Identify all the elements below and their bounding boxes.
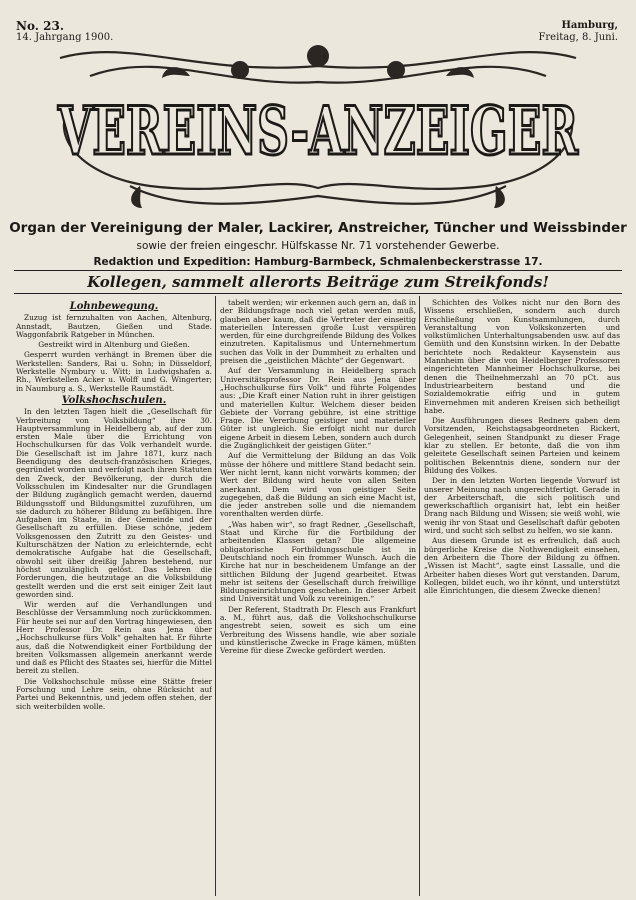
issue-city: Hamburg, (561, 20, 618, 31)
article-paragraph: Der in den letzten Worten liegende Vorwurf ist unserer Meinung nach ungerechtfertigt. Gerade in der Arbeiterschaft, die sich politisch und gewerkschaftlich organisirt hat, lebt ein heißer Drang nach Bildung und Wissen; sie weiß wohl, wie wenig ihr von Staat und Gesellschaft dafür geboten wird, und sucht sich selbst zu helfen, wo sie kann. (424, 476, 620, 536)
section-heading-lohnbewegung: Lohnbewegung. (69, 301, 159, 312)
issue-number: No. 23. (16, 19, 64, 33)
issue-year: 14. Jahrgang 1900. (16, 32, 114, 43)
headline: Kollegen, sammelt allerorts Beiträge zum Streikfonds! (87, 273, 549, 291)
column-2 (220, 299, 416, 895)
article-paragraph: Schichten des Volkes nicht nur den Born des Wissens erschließen, sondern auch durch Erschließung von Kunstsammlungen, durch Veranstaltung von Volkskonzerten und volkstümlichen Unterhaltungsabenden usw. auf das Gemüth und den Kunstsinn wirken. In der Debatte berichtete noch Redakteur Kaysenstein aus Mannheim über die von Heidelberger Professoren eingerichteten Mannheimer Hochschulkurse, bei denen die Theilnehmerzahl an 70 pCt. aus Industriearbeitern bestand und die Sozialdemokratie eifrig und in gutem Einvernehmen mit anderen Kreisen sich betheiligt habe. (424, 299, 620, 415)
masthead-title: VEREINS-ANZEIGER (57, 92, 579, 170)
article-paragraph: Auf die Vermittelung der Bildung an das Volk müsse der höhere und mittlere Stand bedacht sein. Wer nicht lernt, kann nicht vorwärts kommen; der Wert der Bildung wird heute von allen Seiten anerkannt. Dem wird von geistiger Seite zugegeben, daß die Bildung an sich eine Macht ist, die jeder anstreben solle und die niemandem vorenthalten werden dürfe. (220, 451, 416, 519)
column-divider-2 (419, 296, 420, 896)
redaktion-line: Redaktion und Expedition: Hamburg-Barmbeck, Schmalenbeckerstrasse 17. (93, 256, 543, 268)
article-paragraph: In den letzten Tagen hielt die „Gesellschaft für Verbreitung von Volksbildung“ ihre 30. Hauptversammlung in Heidelberg ab, auf der zum ersten Male über die Errichtung von Hochschulkursen für das Volk verhandelt wurde. Die Gesellschaft ist im Jahre 1871, kurz nach Beendigung des deutsch-französischen Krieges, gegründet worden und verfolgt nach ihren Statuten den Zweck, der Bevölkerung, der durch die Volksschulen im Kindesalter nur die Grundlagen der Bildung zugänglich gemacht werden, dauernd Bildungsstoff und Bildungsmittel zuzuführen, um sie dadurch zu höherer Bildung zu befähigen. Ihre Aufgaben im Staate, in der Gemeinde und der Gesellschaft zu erfüllen. Diese schöne, jedem Volksgenossen den Zutritt zu den Geistes- und Kulturschätzen der Nation zu erleichternde, echt demokratische Aufgabe hat die Gesellschaft, obwohl seit über dreißig Jahren bestehend, nur höchst unzulänglich gelöst. Das lehren die Forderungen, die heutzutage an die Volksbildung gestellt werden und die erst seit einiger Zeit laut geworden sind. (16, 407, 212, 599)
article-paragraph: Gestreikt wird in Altenburg und Gießen. (38, 340, 190, 350)
article-paragraph: Auf der Versammlung in Heidelberg sprach Universitätsprofessor Dr. Rein aus Jena über „Hochschulkurse fürs Volk“ und führte Folgendes aus: „Die Kraft einer Nation ruht in ihrer geistigen und materiellen Kultur. Welchem dieser beiden Gebiete der Vorrang gebühre, ist eine strittige Frage. Die Vererbung geistiger und materieller Güter ist ungleich. Sie erfolgt nicht nur durch eigene Arbeit in diesem Leben, sondern auch durch die Zugänglichkeit der geistigen Güter.“ (220, 366, 416, 451)
article-paragraph: Wir werden auf die Verhandlungen und Beschlüsse der Versammlung noch zurückkommen. Für heute sei nur auf den Vortrag hingewiesen, den Herr Professor Dr. Rein aus Jena über „Hochschulkurse fürs Volk“ gehalten hat. Er führte aus, daß die Notwendigkeit einer Fortbildung der breiten Volksmassen allgemein anerkannt werde und daß es Pflicht des Staates sei, hierfür die Mittel bereit zu stellen. (16, 600, 212, 676)
section-heading-volkshochschulen: Volkshochschulen. (61, 394, 167, 406)
column-1 (16, 299, 212, 895)
article-paragraph: Der Referent, Stadtrath Dr. Flesch aus Frankfurt a. M., führt aus, daß die Volkshochschulkurse angestrebt seien, soweit es sich um eine Verbreitung des Wissens handle, wie aber soziale und künstlerische Zwecke in Frage kämen, müßten Vereine für diese Zwecke gefördert werden. (220, 604, 416, 656)
divider-bottom (14, 293, 622, 294)
article-paragraph: Die Volkshochschule müsse eine Stätte freier Forschung und Lehre sein, ohne Rücksicht auf Partei und Bekenntnis, und jedem offen stehen, der sich weiterbilden wolle. (16, 676, 212, 711)
masthead (40, 36, 596, 216)
article-paragraph: Zuzug ist fernzuhalten von Aachen, Altenburg, Annstadt, Bautzen, Gießen und Stade. Waggonfabrik Ratgeber in München. (16, 313, 212, 339)
issue-date: Freitag, 8. Juni. (538, 32, 618, 43)
article-paragraph: Gesperrt wurden verhängt in Bremen über die Werkstellen: Sanders, Rai u. Sohn; in Düsseldorf, Werkstelle Nymbury u. Witt; in Ludwigshafen a. Rh., Werkstellen Acker u. Wolff und G. Wingerter; in Naumburg a. S., Werkstelle Raumstädt. (16, 350, 212, 393)
organ-subtitle: Organ der Vereinigung der Maler, Lackirer, Anstreicher, Tüncher und Weissbinder (9, 220, 627, 236)
article-paragraph: Aus diesem Grunde ist es erfreulich, daß auch bürgerliche Kreise die Nothwendigkeit einsehen, den Arbeitern die Thore der Bildung zu öffnen. „Wissen ist Macht“, sagte einst Lassalle, und die Arbeiter haben dieses Wort gut verstanden. Darum, Kollegen, bildet euch, wo ihr könnt, und unterstützt alle Einrichtungen, die diesem Zwecke dienen! (424, 536, 620, 596)
article-paragraph: Die Ausführungen dieses Redners gaben dem Vorsitzenden, Reichstagsabgeordneten Rickert, Gelegenheit, seinen Standpunkt zu dieser Frage klar zu stellen. Er betonte, daß die von ihm geleitete Gesellschaft seinen Parteien und keinem politischen Bekenntnis diene, sondern nur der Bildung des Volkes. (424, 416, 620, 475)
article-paragraph: tabelt werden; wir erkennen auch gern an, daß in der Bildungsfrage noch viel getan werden muß, glauben aber kaum, daß die Vertreter der einseitig materiellen Interessen große Lust verspüren werden, für eine durchgreifende Bildung des Volkes einzutreten. Kapitalismus und Unternehmertum suchen das Volk in der Dummheit zu erhalten und preisen die „geistlichen Mächte“ der Gegenwart. (220, 299, 416, 366)
divider-top (14, 270, 622, 271)
article-paragraph: „Was haben wir“, so fragt Redner, „Gesellschaft, Staat und Kirche für die Fortbildung der arbeitenden Klassen getan? Die allgemeine obligatorische Fortbildungsschule ist in Deutschland noch ein frommer Wunsch. Auch die Kirche hat nur in bescheidenem Umfange an der sittlichen Bildung der Jugend gearbeitet. Etwas mehr ist seitens der Gesellschaft durch freiwillige Bildungseinrichtungen geschehen. In dieser Arbeit sind Universität und Volk zu vereinigen.“ (220, 519, 416, 604)
column-divider-1 (215, 296, 216, 896)
kasse-subtitle: sowie der freien eingeschr. Hülfskasse Nr. 71 vorstehender Gewerbe. (136, 240, 500, 252)
column-3 (424, 299, 620, 895)
